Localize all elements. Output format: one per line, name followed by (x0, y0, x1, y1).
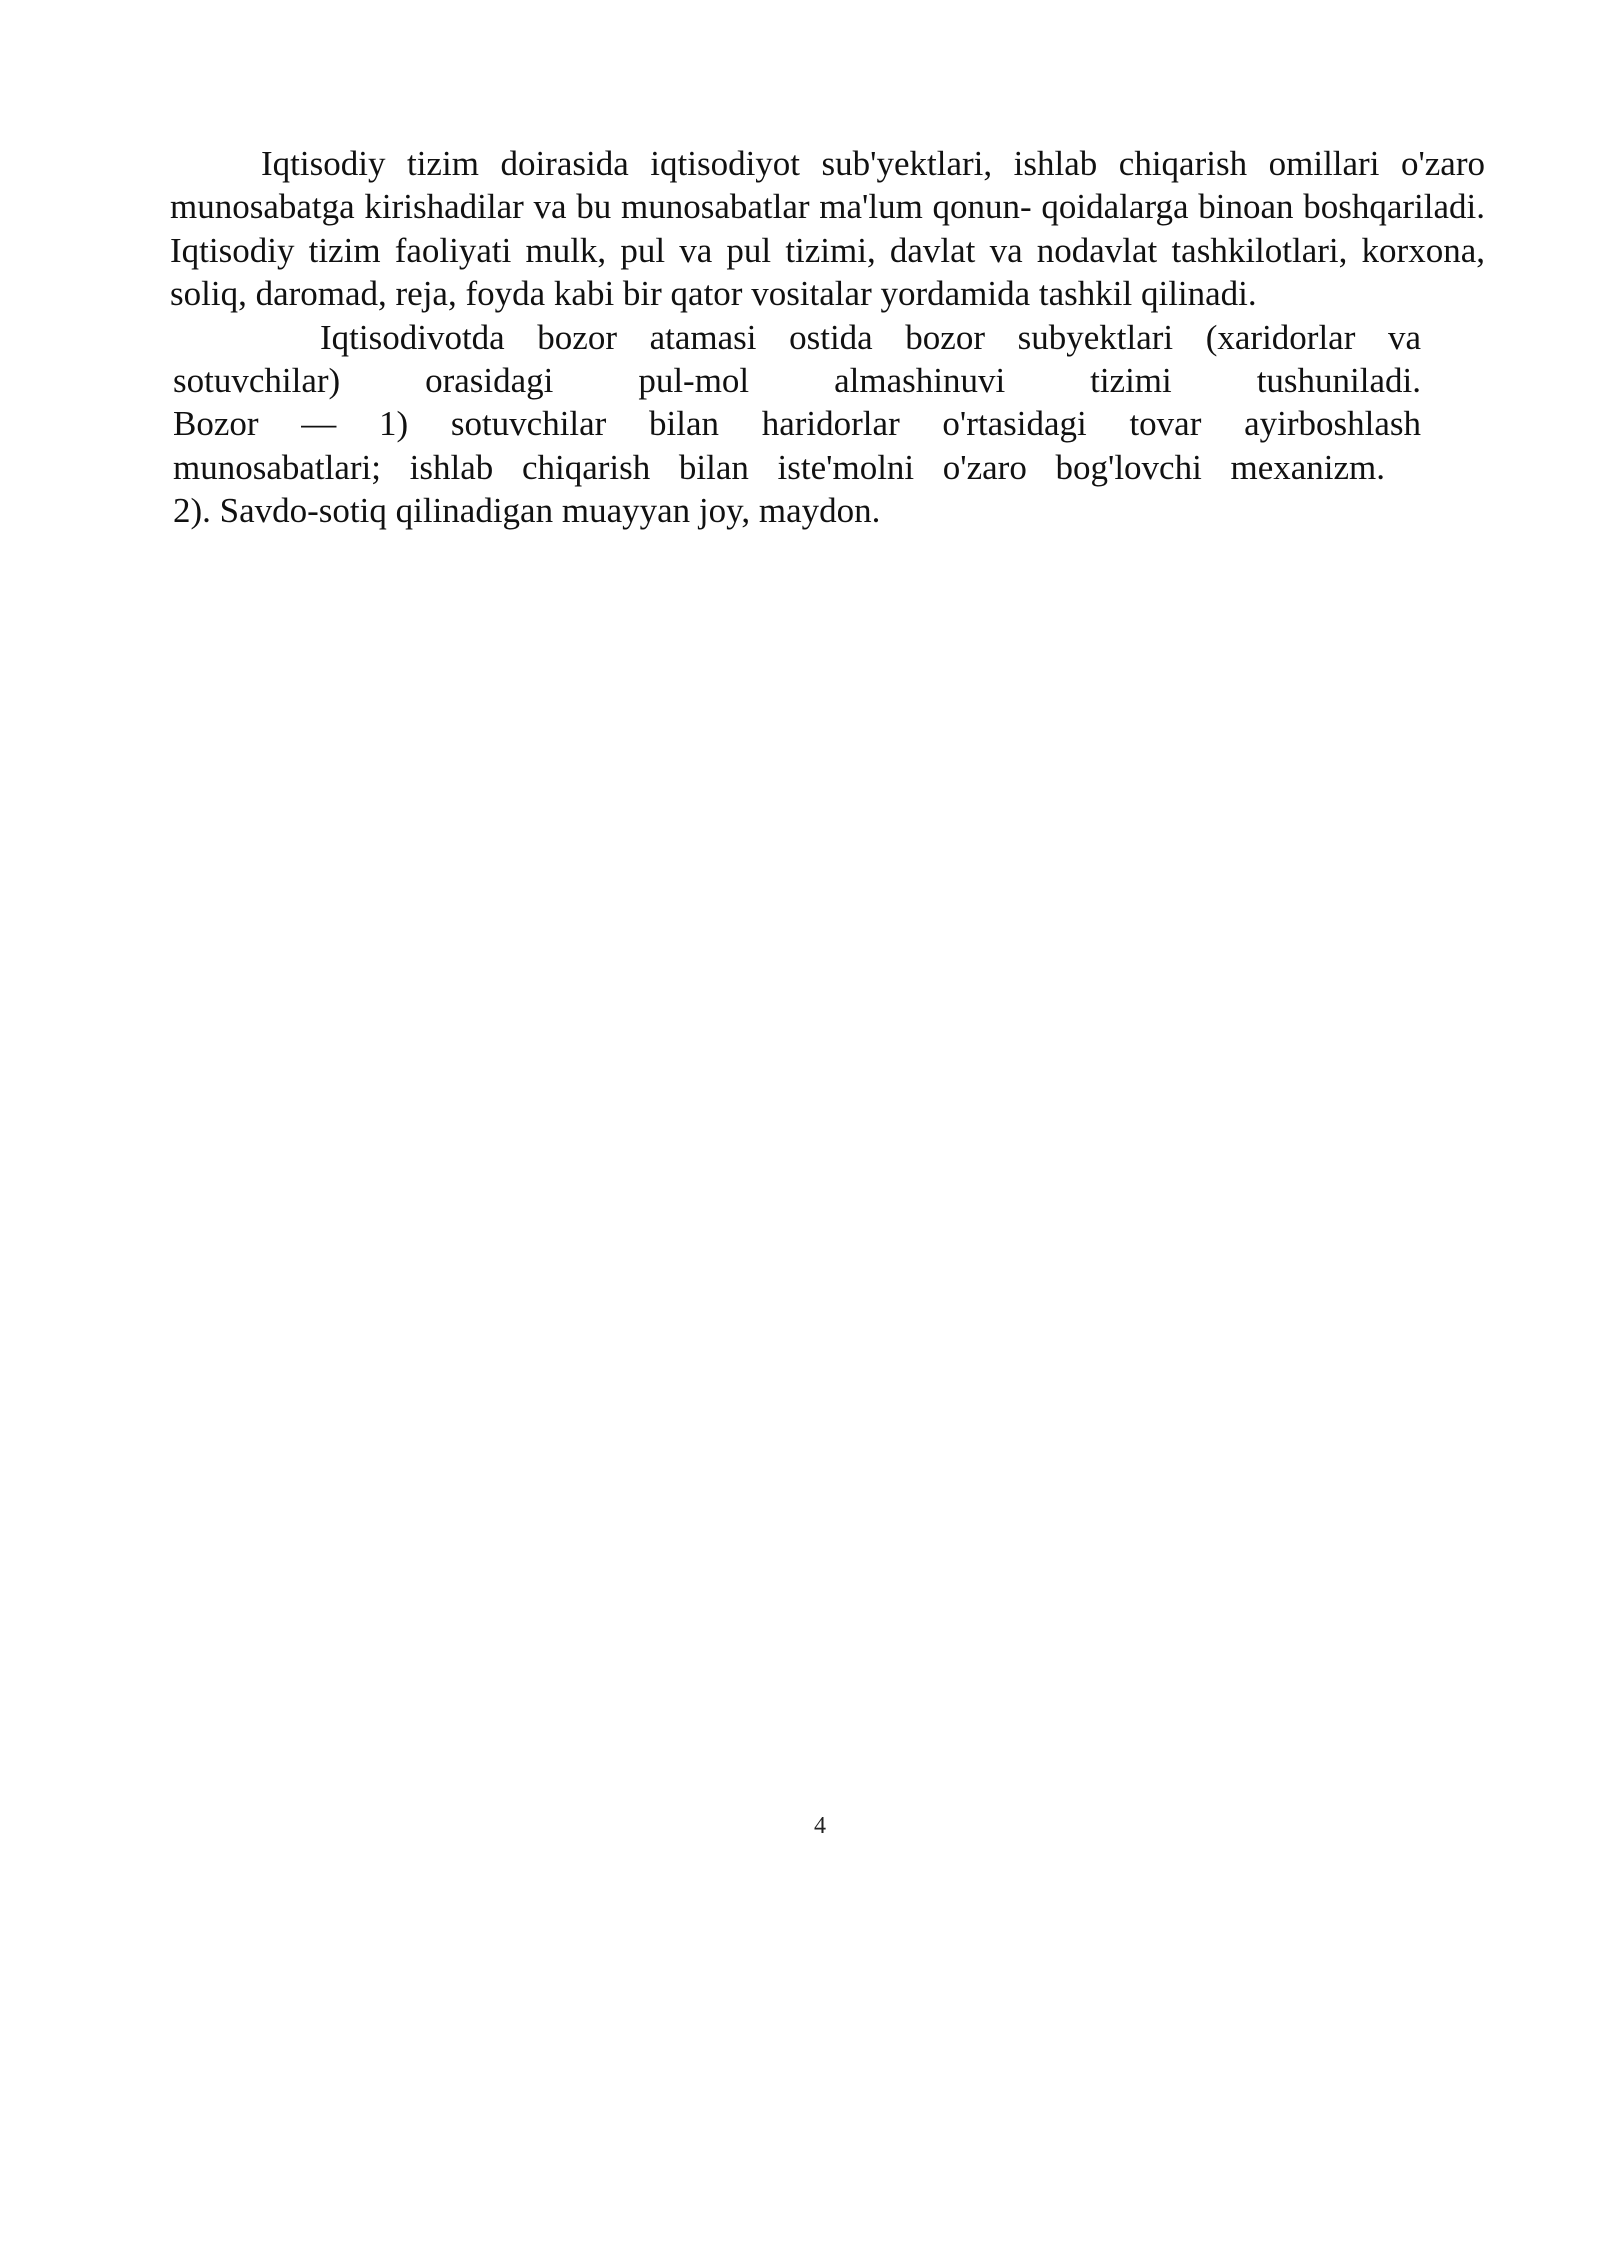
paragraph-market-definition (173, 316, 1421, 533)
document-body (170, 142, 1485, 533)
paragraph-line: Bozor — 1) sotuvchilar bilan haridorlar o'rtasidagi tovar ayirboshlash (173, 404, 1421, 444)
paragraph-line: Iqtisodivotda bozor atamasi ostida bozor subyektlari (xaridorlar va (320, 317, 1421, 357)
page-number: 4 (814, 1813, 826, 1839)
paragraph-economic-system: Iqtisodiy tizim doirasida iqtisodiyot sub'yektlari, ishlab chiqarish omillari o'zaro munosabatga kirishadilar va bu munosabatlar ma'lum qonun- qoidalarga binoan boshqariladi. Iqtisodiy tizim faoliyati mulk, pul va pul tizimi, davlat va nodavlat tashkilotlari, korxona, soliq, daromad, reja, foyda kabi bir qator vositalar yordamida tashkil qilinadi. (170, 144, 1485, 314)
paragraph-line: munosabatlari; ishlab chiqarish bilan iste'molni o'zaro bog'lovchi mexanizm. (173, 447, 1385, 487)
paragraph-line: sotuvchilar) orasidagi pul-mol almashinuvi tizimi tushuniladi. (173, 361, 1421, 401)
paragraph-line: 2). Savdo-sotiq qilinadigan muayyan joy, maydon. (173, 491, 881, 531)
